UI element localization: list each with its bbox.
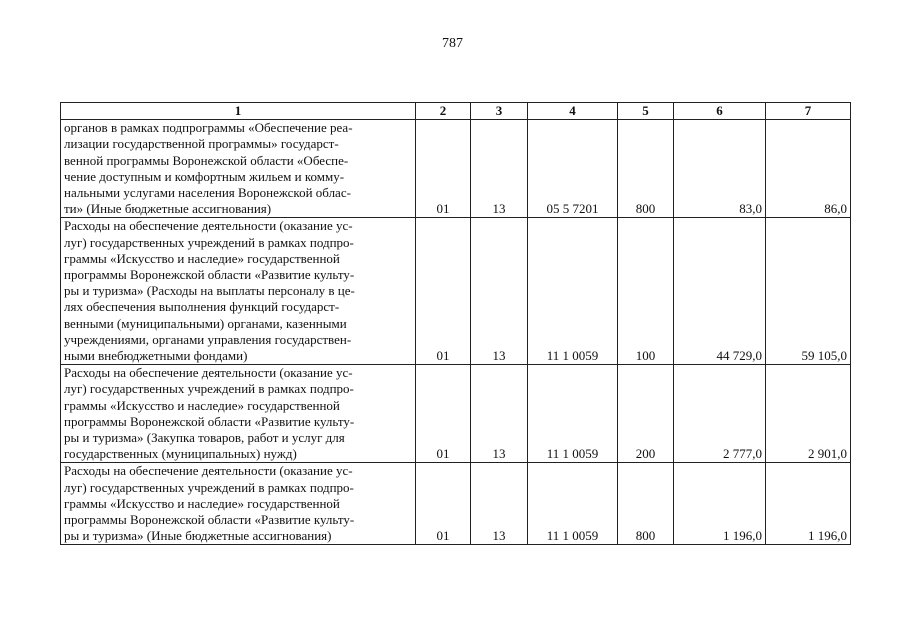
description-line: ры и туризма» (Расходы на выплаты персоналу в це- <box>64 283 355 299</box>
cell-amount-2: 86,0 <box>766 120 851 218</box>
description-line: луг) государственных учреждений в рамках подпро- <box>64 381 354 397</box>
description-line: ры и туризма» (Закупка товаров, работ и услуг для <box>64 430 345 446</box>
cell-amount-1: 1 196,0 <box>674 463 766 545</box>
page-number: 787 <box>442 36 463 51</box>
budget-table <box>60 102 851 545</box>
description-line: ры и туризма» (Иные бюджетные ассигнования) <box>64 528 332 544</box>
header-col-5: 5 <box>618 103 674 120</box>
description-line: луг) государственных учреждений в рамках подпро- <box>64 234 354 250</box>
cell-subsection: 13 <box>471 365 528 463</box>
description-line: чение доступным и комфортным жильем и комму- <box>64 168 345 184</box>
row-description <box>61 120 416 218</box>
table-row <box>61 463 851 545</box>
cell-expense-type: 800 <box>618 120 674 218</box>
description-line: лях обеспечения выполнения функций государст- <box>64 299 340 315</box>
description-line: граммы «Искусство и наследие» государственной <box>64 250 340 266</box>
cell-amount-1: 83,0 <box>674 120 766 218</box>
table-row <box>61 120 851 218</box>
cell-expense-type: 200 <box>618 365 674 463</box>
header-col-3: 3 <box>471 103 528 120</box>
cell-section: 01 <box>416 120 471 218</box>
description-line: программы Воронежской области «Развитие культу- <box>64 267 355 283</box>
description-line: лизации государственной программы» государст- <box>64 136 339 152</box>
description-line: граммы «Искусство и наследие» государственной <box>64 495 340 511</box>
description-line: Расходы на обеспечение деятельности (оказание ус- <box>64 463 353 479</box>
cell-target-article: 05 5 7201 <box>528 120 618 218</box>
description-line: ными внебюджетными фондами) <box>64 348 248 364</box>
description-line: граммы «Искусство и наследие» государственной <box>64 397 340 413</box>
header-col-7: 7 <box>766 103 851 120</box>
cell-amount-1: 2 777,0 <box>674 365 766 463</box>
description-line: государственных (муниципальных) нужд) <box>64 446 297 462</box>
header-col-6: 6 <box>674 103 766 120</box>
cell-target-article: 11 1 0059 <box>528 218 618 365</box>
cell-subsection: 13 <box>471 218 528 365</box>
cell-amount-2: 2 901,0 <box>766 365 851 463</box>
header-row <box>61 103 851 120</box>
cell-amount-2: 1 196,0 <box>766 463 851 545</box>
cell-amount-2: 59 105,0 <box>766 218 851 365</box>
cell-expense-type: 800 <box>618 463 674 545</box>
description-line: программы Воронежской области «Развитие культу- <box>64 512 355 528</box>
cell-section: 01 <box>416 365 471 463</box>
description-line: венными (муниципальными) органами, казенными <box>64 315 347 331</box>
cell-target-article: 11 1 0059 <box>528 365 618 463</box>
cell-expense-type: 100 <box>618 218 674 365</box>
description-line: программы Воронежской области «Развитие культу- <box>64 413 355 429</box>
description-line: органов в рамках подпрограммы «Обеспечение реа- <box>64 120 353 136</box>
header-col-2: 2 <box>416 103 471 120</box>
cell-section: 01 <box>416 463 471 545</box>
description-line: Расходы на обеспечение деятельности (оказание ус- <box>64 218 353 234</box>
cell-subsection: 13 <box>471 120 528 218</box>
description-line: венной программы Воронежской области «Обеспе- <box>64 152 349 168</box>
table-row <box>61 218 851 365</box>
description-line: ти» (Иные бюджетные ассигнования) <box>64 201 272 217</box>
cell-target-article: 11 1 0059 <box>528 463 618 545</box>
cell-subsection: 13 <box>471 463 528 545</box>
description-line: Расходы на обеспечение деятельности (оказание ус- <box>64 365 353 381</box>
header-col-4: 4 <box>528 103 618 120</box>
row-description <box>61 218 416 365</box>
table-row <box>61 365 851 463</box>
cell-section: 01 <box>416 218 471 365</box>
row-description <box>61 365 416 463</box>
description-line: учреждениями, органами управления государствен- <box>64 331 352 347</box>
description-line: луг) государственных учреждений в рамках подпро- <box>64 479 354 495</box>
description-line: нальными услугами населения Воронежской облас- <box>64 185 351 201</box>
cell-amount-1: 44 729,0 <box>674 218 766 365</box>
row-description <box>61 463 416 545</box>
header-col-1: 1 <box>61 103 416 120</box>
